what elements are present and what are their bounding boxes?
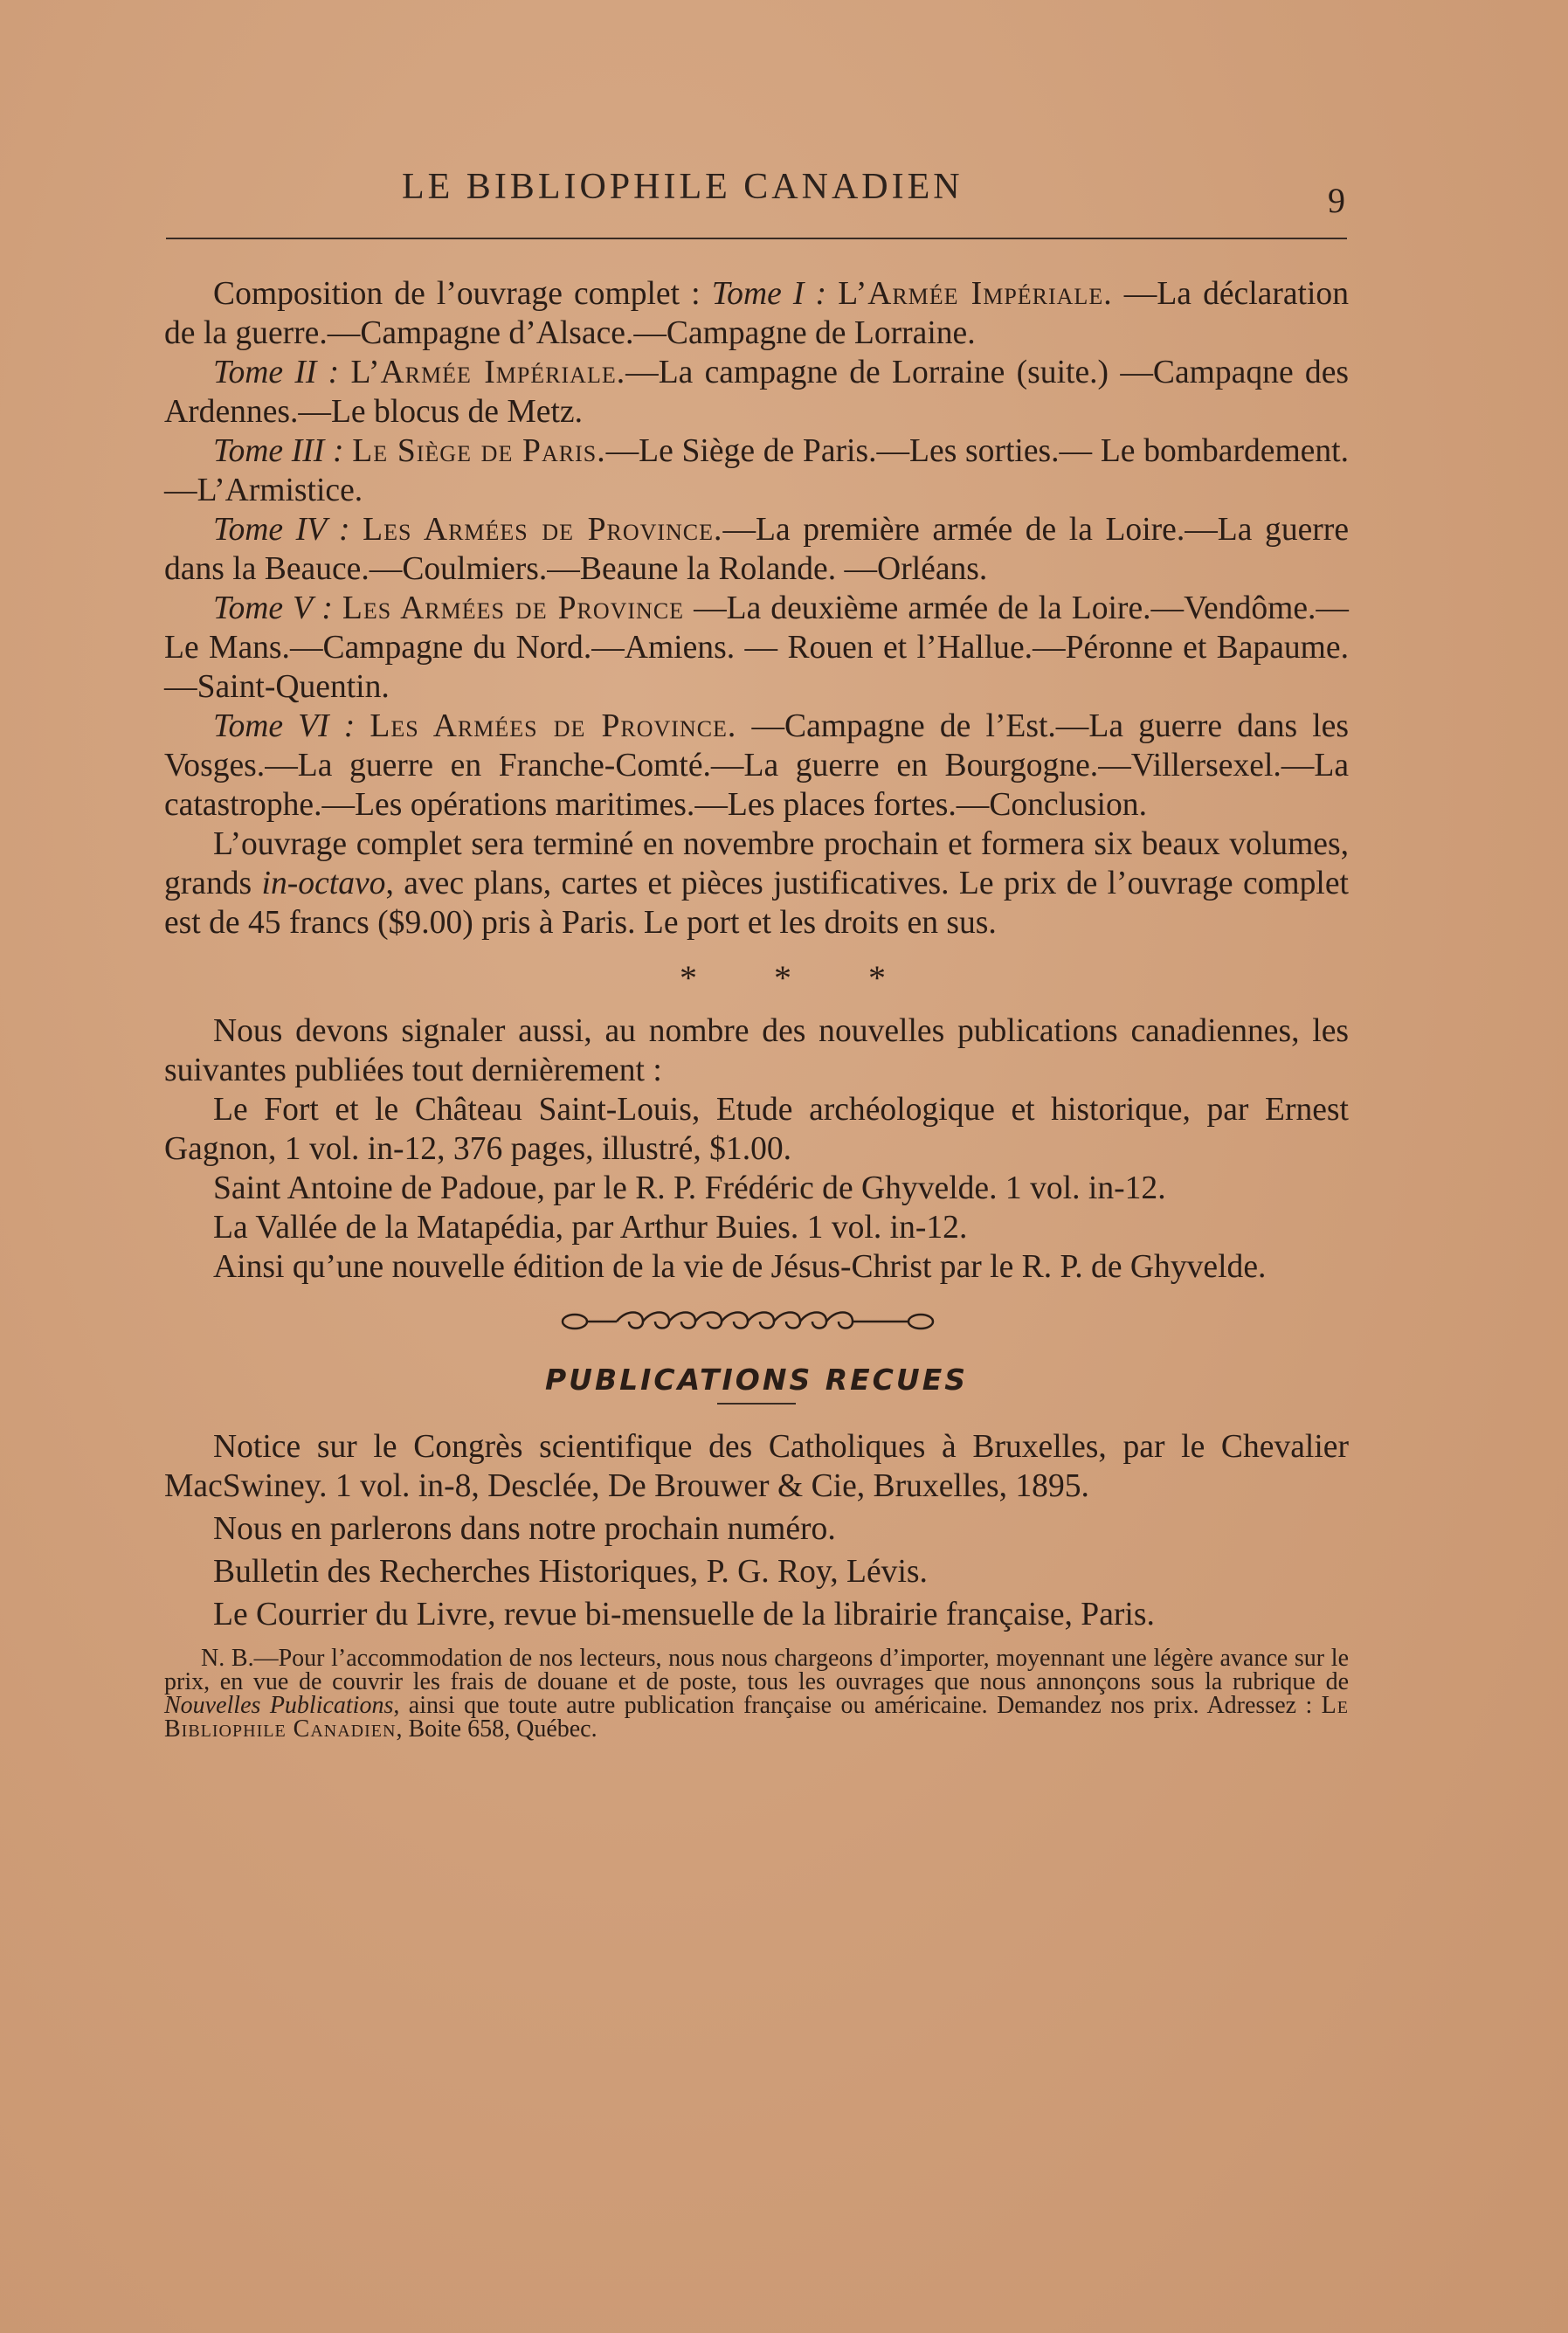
asterism xyxy=(164,942,1349,1011)
tome-5-text: —La deuxième armée de la Loire.—Vendôme.—Le Mans.—Campagne du Nord.—Amiens. — Rouen et l’Hallue.—Péronne et Bapaume.—Saint-Quentin. xyxy=(164,590,1349,705)
tome-6-paragraph xyxy=(164,707,1349,825)
tome-1-text: —La déclaration de la guerre.—Campagne d’Alsace.—Campagne de Lorraine. xyxy=(164,276,1349,351)
new-publication-item: Le Fort et le Château Saint-Louis, Etude archéologique et historique, par Ernest Gagnon, 1 vol. in-12, 376 pages, illustré, $1.00. xyxy=(164,1092,1349,1167)
received-item: Bulletin des Recherches Historiques, P. G. Roy, Lévis. xyxy=(213,1554,928,1590)
tome-6-caps: Les Armées de Province. xyxy=(370,708,737,744)
nota-bene-italic: Nouvelles Publications xyxy=(164,1692,394,1719)
composition-intro: Composition de l’ouvrage complet : xyxy=(213,276,712,312)
asterisk: * xyxy=(868,958,886,997)
section-title: PUBLICATIONS RECUES xyxy=(544,1363,969,1397)
complete-work-paragraph xyxy=(164,825,1349,942)
new-publications-intro: Nous devons signaler aussi, au nombre des nouvelles publications canadiennes, les suivantes publiées tout dernièrement : xyxy=(164,1013,1349,1088)
ornament-divider xyxy=(164,1304,1349,1348)
tome-4-label: Tome IV : xyxy=(213,512,350,548)
tome-2-text: —La campagne de Lorraine (suite.) —Campaqne des Ardennes.—Le blocus de Metz. xyxy=(164,355,1350,430)
tome-4-text: —La première armée de la Loire.—La guerre dans la Beauce.—Coulmiers.—Beaune la Rolande. —Orléans. xyxy=(164,512,1349,587)
tome-3-paragraph xyxy=(164,431,1349,510)
ornament-scroll-icon xyxy=(556,1304,957,1339)
asterisk: * xyxy=(680,958,697,997)
tome-1-paragraph xyxy=(164,274,1349,353)
tome-5-paragraph xyxy=(164,589,1349,707)
section-title-rule xyxy=(717,1403,796,1405)
tome-6-text: —Campagne de l’Est.—La guerre dans les Vosges.—La guerre en Franche-Comté.—La guerre en Bourgogne.—Villersexel.—La catastrophe.—Les opérations maritimes.—Les places fortes.—Conclusion. xyxy=(164,708,1349,823)
new-publication-item: Ainsi qu’une nouvelle édition de la vie de Jésus-Christ par le R. P. de Ghyvelde. xyxy=(213,1249,1267,1285)
tome-3-text: —Le Siège de Paris.—Les sorties.— Le bombardement.—L’Armistice. xyxy=(164,433,1349,508)
tome-4-paragraph xyxy=(164,510,1349,589)
new-publication-item: La Vallée de la Matapédia, par Arthur Buies. 1 vol. in-12. xyxy=(213,1210,968,1246)
body-text xyxy=(164,274,1349,1741)
nota-bene-text-a: N. B.—Pour l’accommodation de nos lecteurs, nous nous chargeons d’importer, moyennant une légère avance sur le prix, en vue de couvrir les frais de douane et de poste, tous les ouvrages que nous annonçons sous la rubrique de xyxy=(164,1645,1349,1695)
nota-bene xyxy=(164,1646,1349,1741)
tome-3-caps: Le Siège de Paris. xyxy=(352,433,606,469)
tome-2-label: Tome II : xyxy=(213,355,340,390)
header-rule xyxy=(166,238,1347,239)
tome-4-caps: Les Armées de Province. xyxy=(363,512,723,548)
tome-2-caps: L’Armée Impériale. xyxy=(350,355,626,390)
tome-6-label: Tome VI : xyxy=(213,708,356,744)
running-head xyxy=(166,166,1345,236)
received-list xyxy=(164,1427,1349,1634)
nota-bene-text-c: , Boite 658, Québec. xyxy=(396,1715,597,1743)
running-title: LE BIBLIOPHILE CANADIEN xyxy=(402,167,964,207)
tome-3-label: Tome III : xyxy=(213,433,344,469)
complete-work-italic: in-octavo xyxy=(261,866,386,901)
tome-5-label: Tome V : xyxy=(213,590,333,626)
complete-work-text-b: , avec plans, cartes et pièces justificatives. Le prix de l’ouvrage complet est de 45 francs ($9.00) pris à Paris. Le port et les droits en sus. xyxy=(164,866,1349,941)
page-number: 9 xyxy=(1328,181,1345,220)
tome-1-caps: L’Armée Impériale. xyxy=(838,276,1113,312)
received-item: Notice sur le Congrès scientifique des Catholiques à Bruxelles, par le Chevalier MacSwiney. 1 vol. in-8, Desclée, De Brouwer & Cie, Bruxelles, 1895. xyxy=(164,1429,1349,1504)
new-publication-item: Saint Antoine de Padoue, par le R. P. Frédéric de Ghyvelde. 1 vol. in-12. xyxy=(213,1170,1166,1206)
tome-2-paragraph xyxy=(164,353,1349,431)
asterisk: * xyxy=(774,958,791,997)
nota-bene-text-b: , ainsi que toute autre publication française ou américaine. Demandez nos prix. Adressez : xyxy=(393,1692,1322,1719)
nota-bene-paragraph xyxy=(164,1646,1349,1741)
nota-bene-caps: Le Bibliophile Canadien xyxy=(164,1692,1349,1743)
tome-5-caps: Les Armées de Province xyxy=(342,590,685,626)
tome-1-label: Tome I : xyxy=(711,276,827,312)
complete-work-text-a: L’ouvrage complet sera terminé en novembre prochain et formera six beaux volumes, grands xyxy=(164,826,1349,901)
received-item: Nous en parlerons dans notre prochain numéro. xyxy=(213,1511,836,1547)
received-item: Le Courrier du Livre, revue bi-mensuelle de la librairie française, Paris. xyxy=(213,1597,1155,1632)
